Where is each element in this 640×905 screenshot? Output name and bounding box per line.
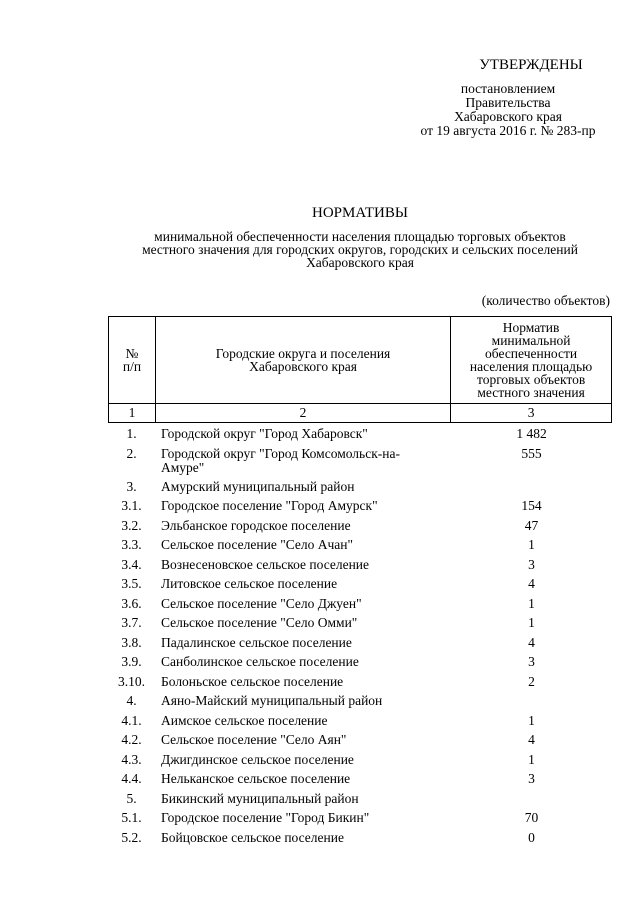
row-number: 5.2. xyxy=(121,829,142,845)
table-row xyxy=(108,772,612,792)
row-name: Вознесеновское сельское поселение xyxy=(161,556,370,572)
row-value: 4 xyxy=(528,732,535,747)
table-row xyxy=(108,792,612,812)
table-row xyxy=(108,499,612,519)
approval-block xyxy=(388,58,628,138)
row-number: 3.1. xyxy=(121,498,142,513)
approval-line: Правительства xyxy=(465,95,551,110)
table-row xyxy=(108,675,612,695)
document-title-block xyxy=(100,205,620,269)
row-number: 3.5. xyxy=(121,576,142,591)
row-value: 555 xyxy=(521,445,542,461)
row-name: Городское поселение "Город Бикин" xyxy=(161,810,370,825)
row-name: Бойцовское сельское поселение xyxy=(161,829,344,845)
document-subtitle: местного значения для городских округов, городских и сельских поселений xyxy=(142,242,578,257)
table-row xyxy=(108,519,612,539)
row-value: 1 xyxy=(528,615,535,630)
row-name: Падалинское сельское поселение xyxy=(161,634,352,650)
row-number: 4.3. xyxy=(121,751,142,767)
row-name: Городской округ "Город Хабаровск" xyxy=(161,426,368,441)
row-number: 4.2. xyxy=(121,732,142,747)
header-value: Норматив минимальной обеспеченности населения площадью торговых объектов местного значения xyxy=(451,317,612,404)
row-value: 2 xyxy=(528,673,535,689)
row-value: 154 xyxy=(521,498,542,513)
column-number: 1 xyxy=(109,404,156,423)
header-number: № п/п xyxy=(109,317,156,404)
row-number: 4.1. xyxy=(121,712,142,728)
row-number: 1. xyxy=(126,426,137,441)
row-name: Амурский муниципальный район xyxy=(161,478,355,494)
row-number: 5. xyxy=(126,790,137,806)
table-row xyxy=(108,597,612,617)
table-row xyxy=(108,655,612,675)
row-name: Сельское поселение "Село Аян" xyxy=(161,732,347,747)
unit-note: (количество объектов) xyxy=(481,293,610,308)
table-row xyxy=(108,616,612,636)
row-value: 4 xyxy=(528,576,535,591)
row-name: Городской округ "Город Комсомольск-на- Амуре" xyxy=(161,445,400,475)
table-row xyxy=(108,636,612,656)
document-subtitle: Хабаровского края xyxy=(306,255,414,270)
row-value: 3 xyxy=(528,654,535,669)
table-row xyxy=(108,714,612,734)
approval-line: постановлением xyxy=(460,81,556,96)
row-value: 1 xyxy=(528,712,535,728)
row-name: Сельское поселение "Село Ачан" xyxy=(161,537,354,552)
row-name: Бикинский муниципальный район xyxy=(161,790,359,806)
row-name: Болоньское сельское поселение xyxy=(161,673,344,689)
row-number: 4. xyxy=(126,693,137,708)
approval-line: Хабаровского края xyxy=(454,109,562,124)
row-number: 3.4. xyxy=(121,556,142,572)
column-number: 2 xyxy=(155,404,450,423)
header-name: Городские округа и поселения Хабаровского края xyxy=(155,317,450,404)
row-number: 3.9. xyxy=(121,654,142,669)
row-number: 3. xyxy=(126,478,137,494)
row-number: 5.1. xyxy=(121,810,142,825)
table-row xyxy=(108,753,612,773)
approval-line: от 19 августа 2016 г. № 283-пр xyxy=(420,123,596,138)
row-value: 0 xyxy=(528,829,535,845)
row-value: 3 xyxy=(528,771,535,786)
row-number: 4.4. xyxy=(121,771,142,786)
table-row xyxy=(108,447,612,480)
table-row xyxy=(108,558,612,578)
row-number: 3.6. xyxy=(121,595,142,611)
row-value: 3 xyxy=(528,556,535,572)
row-number: 2. xyxy=(126,445,137,461)
row-number: 3.7. xyxy=(121,615,142,630)
row-name: Городское поселение "Город Амурск" xyxy=(161,498,378,513)
row-number: 3.8. xyxy=(121,634,142,650)
row-value: 1 xyxy=(528,537,535,552)
row-name: Литовское сельское поселение xyxy=(161,576,338,591)
row-number: 3.3. xyxy=(121,537,142,552)
row-value: 1 xyxy=(528,751,535,767)
row-name: Джигдинское сельское поселение xyxy=(161,751,354,767)
table-row xyxy=(108,427,612,447)
row-number: 3.2. xyxy=(121,517,142,533)
table-row xyxy=(108,694,612,714)
row-number: 3.10. xyxy=(118,673,145,689)
table-row xyxy=(108,811,612,831)
row-value: 1 xyxy=(528,595,535,611)
table-row xyxy=(108,577,612,597)
table-header xyxy=(108,316,612,423)
row-name: Аяно-Майский муниципальный район xyxy=(161,693,383,708)
row-value: 47 xyxy=(524,517,539,533)
row-value: 4 xyxy=(528,634,535,650)
table-row xyxy=(108,831,612,851)
approval-title: УТВЕРЖДЕНЫ xyxy=(479,57,583,73)
table-row xyxy=(108,733,612,753)
row-value: 1 482 xyxy=(516,426,547,441)
table-row xyxy=(108,538,612,558)
row-name: Эльбанское городское поселение xyxy=(161,517,351,533)
table-body xyxy=(108,427,612,850)
row-name: Аимское сельское поселение xyxy=(161,712,328,728)
row-value: 70 xyxy=(524,810,539,825)
document-subtitle: минимальной обеспеченности населения площадью торговых объектов xyxy=(154,229,566,244)
column-number: 3 xyxy=(451,404,612,423)
row-name: Сельское поселение "Село Омми" xyxy=(161,615,358,630)
table-row xyxy=(108,480,612,500)
row-name: Нельканское сельское поселение xyxy=(161,771,351,786)
row-name: Сельское поселение "Село Джуен" xyxy=(161,595,362,611)
document-title: НОРМАТИВЫ xyxy=(312,205,408,221)
row-name: Санболинское сельское поселение xyxy=(161,654,359,669)
